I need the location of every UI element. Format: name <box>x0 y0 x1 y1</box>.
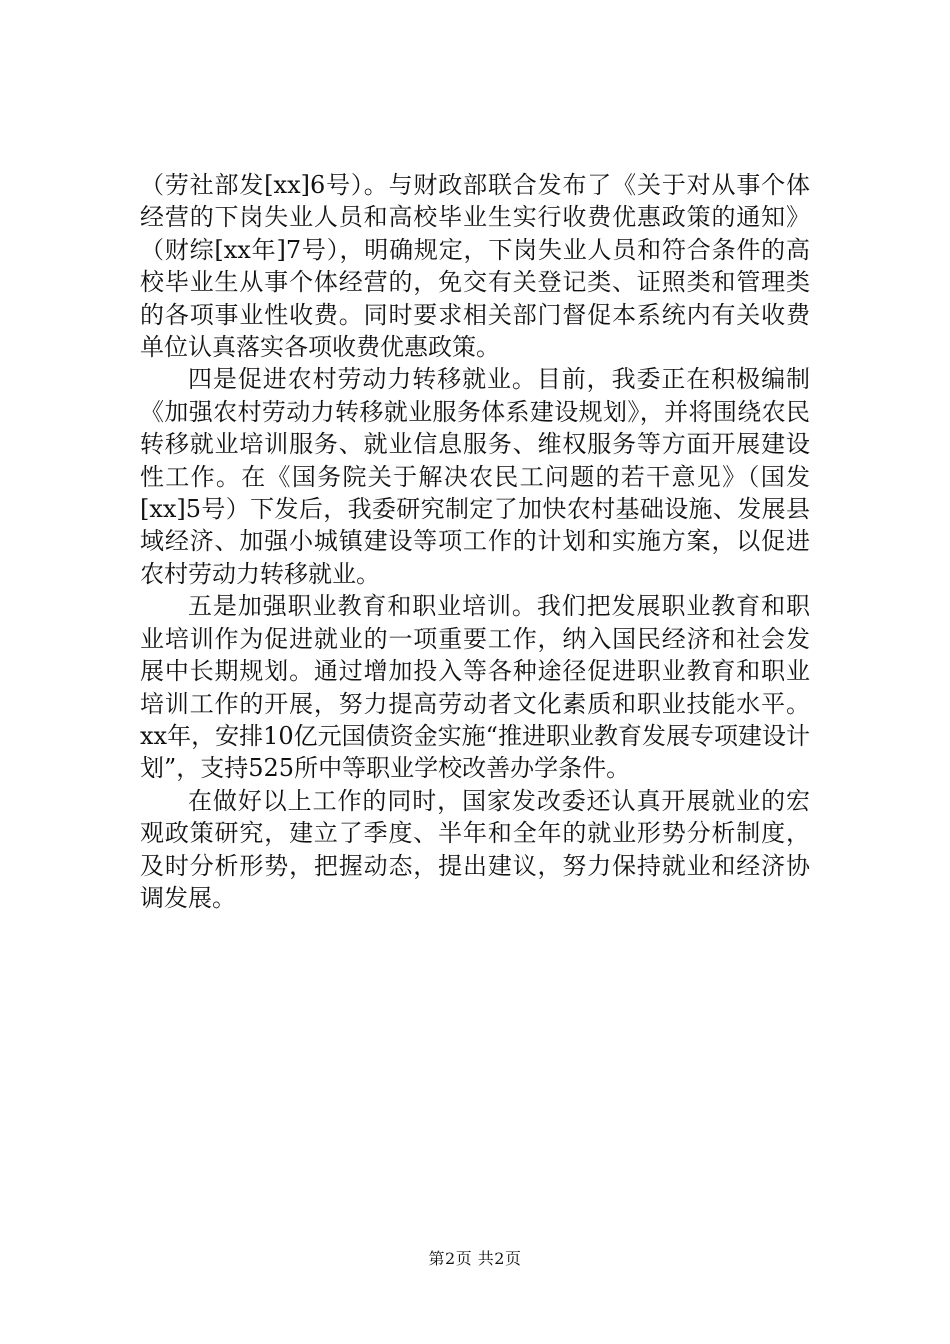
paragraph-vocational-education: 五是加强职业教育和职业培训。我们把发展职业教育和职业培训作为促进就业的一项重要工作，纳入国民经济和社会发展中长期规划。通过增加投入等各种途径促进职业教育和职业培训工作的开展，努力提高劳动者文化素质和职业技能水平。xx年，安排10亿元国债资金实施“推进职业教育发展专项建设计划”，支持525所中等职业学校改善办学条件。 <box>140 592 810 783</box>
paragraph-policy-research: 在做好以上工作的同时，国家发改委还认真开展就业的宏观政策研究，建立了季度、半年和全年的就业形势分析制度，及时分析形势，把握动态，提出建议，努力保持就业和经济协调发展。 <box>140 786 810 912</box>
paragraph-continuation: （劳社部发[xx]6号）。与财政部联合发布了《关于对从事个体经营的下岗失业人员和高校毕业生实行收费优惠政策的通知》（财综[xx年]7号），明确规定，下岗失业人员和符合条件的高校毕业生从事个体经营的，免交有关登记类、证照类和管理类的各项事业性收费。同时要求相关部门督促本系统内有关收费单位认真落实各项收费优惠政策。 <box>140 171 810 362</box>
page-footer: 第2页 共2页 <box>428 1249 522 1268</box>
body-text <box>140 169 810 914</box>
paragraph-rural-labor: 四是促进农村劳动力转移就业。目前，我委正在积极编制《加强农村劳动力转移就业服务体系建设规划》，并将围绕农民转移就业培训服务、就业信息服务、维权服务等方面开展建设性工作。在《国务院关于解决农民工问题的若干意见》（国发[xx]5号）下发后，我委研究制定了加快农村基础设施、发展县域经济、加强小城镇建设等项工作的计划和实施方案，以促进农村劳动力转移就业。 <box>140 365 810 588</box>
